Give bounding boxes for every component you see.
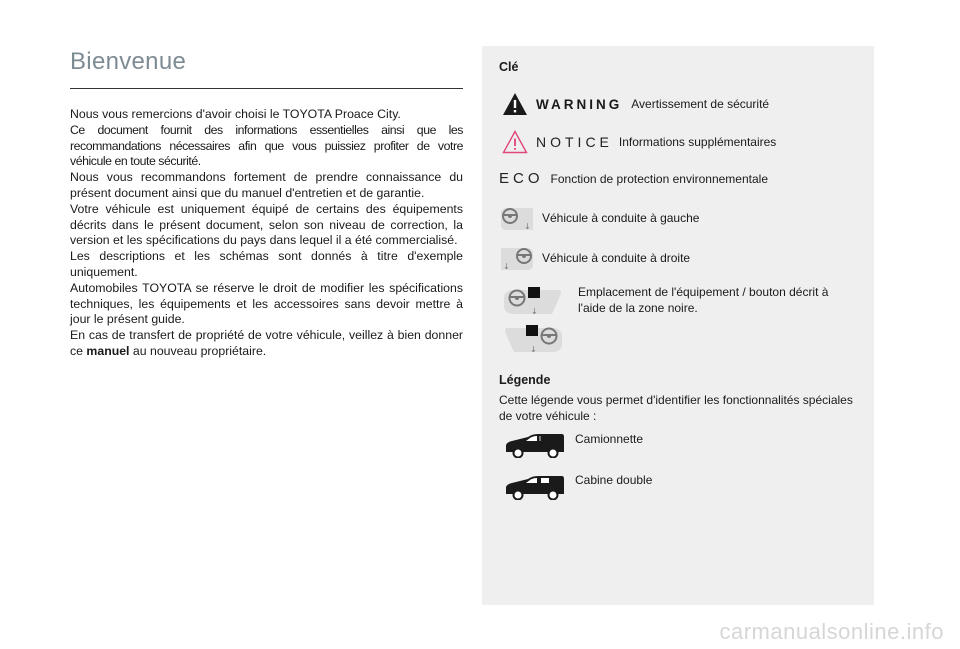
- rhd-description: Véhicule à conduite à droite: [542, 251, 691, 265]
- intro-paragraph: Les descriptions et les schémas sont donnés à titre d'exemple uniquement.: [70, 249, 463, 279]
- intro-body: [70, 107, 463, 360]
- left-hand-drive-icon: [499, 204, 535, 232]
- equipment-lhd-icon: [502, 284, 564, 318]
- intro-paragraph: Nous vous remercions d'avoir choisi le TOYOTA Proace City.: [70, 107, 401, 121]
- right-hand-drive-icon: [499, 244, 535, 272]
- eco-description: Fonction de protection environnementale: [550, 171, 768, 186]
- svg-text:↓: ↓: [531, 307, 538, 316]
- page-title: Bienvenue: [70, 48, 187, 75]
- van-label: Camionnette: [575, 432, 644, 446]
- eco-row: [499, 170, 768, 187]
- key-panel-title: Clé: [499, 60, 519, 74]
- lhd-description: Véhicule à conduite à gauche: [542, 211, 700, 225]
- double-cab-icon: [504, 474, 566, 500]
- notice-triangle-icon: [502, 130, 528, 154]
- last-paragraph-start: En cas de transfert de propriété de votre véhicule, veillez à bien donner ce: [70, 328, 463, 358]
- equipment-description: Emplacement de l'équipement / bouton décrit à l'aide de la zone noire.: [578, 285, 829, 315]
- van-icon: [504, 432, 566, 458]
- warning-row: [502, 92, 769, 116]
- title-divider: [70, 88, 463, 89]
- double-cab-label: Cabine double: [575, 473, 653, 487]
- notice-description: Informations supplémentaires: [618, 135, 777, 149]
- notice-label: NOTICE: [536, 134, 613, 150]
- svg-text:↓: ↓: [524, 222, 531, 231]
- eco-label: ECO: [499, 170, 544, 187]
- intro-paragraph: Votre véhicule est uniquement équipé de certains des équipements décrits dans le présent document, selon son niveau de correction, la version et les spécifications du pays dans lequel il a été commercialisé.: [70, 201, 463, 248]
- intro-paragraph: Ce document fournit des informations essentielles ainsi que les recommandations nécessaires afin que vous puissiez profiter de votre véhicule en toute sécurité.: [70, 122, 463, 169]
- notice-row: [502, 130, 776, 154]
- intro-paragraph: Automobiles TOYOTA se réserve le droit de modifier les spécifications techniques, les équipements et les accessoires sans devoir mettre à jour le présent guide.: [70, 280, 463, 327]
- warning-label: WARNING: [536, 96, 623, 112]
- legend-title: Légende: [499, 373, 551, 387]
- lhd-row: [499, 204, 699, 232]
- last-paragraph-end: au nouveau propriétaire.: [129, 343, 267, 358]
- rhd-row: [499, 244, 690, 272]
- svg-text:↓: ↓: [530, 345, 537, 354]
- last-paragraph-bold: manuel: [86, 343, 130, 358]
- key-panel: [482, 46, 874, 605]
- intro-paragraph-last: [70, 328, 463, 360]
- svg-text:↓: ↓: [503, 262, 510, 271]
- intro-column: [70, 48, 463, 360]
- intro-paragraph: Nous vous recommandons fortement de prendre connaissance du présent document ainsi que du manuel d'entretien et de garantie.: [70, 170, 463, 200]
- warning-triangle-icon: [502, 92, 528, 116]
- equipment-rhd-icon: [502, 322, 564, 356]
- legend-text: Cette légende vous permet d'identifier les fonctionnalités spéciales de votre véhicule :: [499, 393, 853, 423]
- warning-description: Avertissement de sécurité: [631, 97, 770, 111]
- watermark: carmanualsonline.info: [719, 619, 944, 644]
